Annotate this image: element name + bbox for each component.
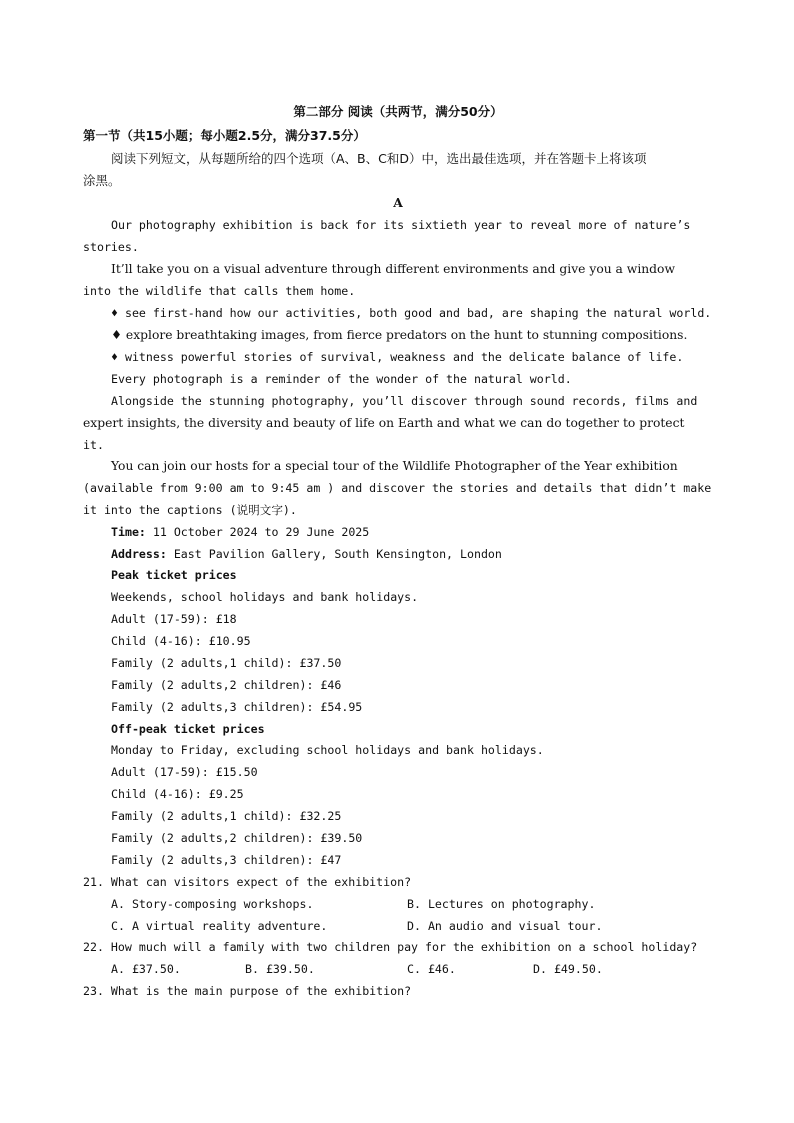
question-22-option-a: A. £37.50.	[111, 962, 181, 976]
offpeak-price-row: Family (2 adults,1 child): £32.25	[111, 809, 342, 823]
question-21-option-a: A. Story-composing workshops.	[111, 897, 314, 911]
instructions-line-1: 阅读下列短文，从每题所给的四个选项（A、B、C和D）中，选出最佳选项，并在答题卡上将该项	[111, 151, 647, 166]
paragraph-4-line-2: expert insights, the diversity and beauty of life on Earth and what we can do together to protect	[83, 416, 685, 430]
time-row	[111, 524, 369, 540]
bullet-item-2: ♦ explore breathtaking images, from fierce predators on the hunt to stunning compositions.	[111, 328, 688, 342]
peak-price-row: Family (2 adults,1 child): £37.50	[111, 656, 342, 670]
question-22-option-b: B. £39.50.	[245, 962, 315, 976]
address-row	[111, 546, 502, 562]
question-21-option-d: D. An audio and visual tour.	[407, 919, 603, 933]
passage-label: A	[393, 195, 403, 210]
peak-note: Weekends, school holidays and bank holidays.	[111, 590, 419, 604]
address-label: Address:	[111, 547, 167, 561]
section-title: 第二部分 阅读（共两节，满分50分）	[293, 104, 503, 119]
time-label: Time:	[111, 525, 146, 539]
paragraph-5-line-3: it into the captions (说明文字).	[83, 503, 297, 517]
address-value: East Pavilion Gallery, South Kensington, London	[166, 547, 502, 561]
paragraph-1-line-1: Our photography exhibition is back for its sixtieth year to reveal more of nature’s	[111, 218, 691, 232]
paragraph-2-line-1: It’ll take you on a visual adventure through different environments and give you a window	[111, 262, 675, 276]
question-23-stem: 23. What is the main purpose of the exhibition?	[83, 984, 412, 998]
paragraph-1-line-2: stories.	[83, 240, 139, 254]
paragraph-4-line-1: Alongside the stunning photography, you’ll discover through sound records, films and	[111, 394, 698, 408]
peak-price-row: Adult (17-59): £18	[111, 612, 237, 626]
offpeak-price-row: Family (2 adults,3 children): £47	[111, 853, 342, 867]
time-value: 11 October 2024 to 29 June 2025	[145, 525, 370, 539]
offpeak-note: Monday to Friday, excluding school holidays and bank holidays.	[111, 743, 544, 757]
peak-price-row: Family (2 adults,3 children): £54.95	[111, 700, 363, 714]
instructions-line-2: 涂黑。	[83, 173, 121, 188]
offpeak-price-row: Child (4-16): £9.25	[111, 787, 244, 801]
bullet-item-1: ♦ see first-hand how our activities, both good and bad, are shaping the natural world.	[111, 306, 712, 320]
paragraph-2-line-2: into the wildlife that calls them home.	[83, 284, 356, 298]
paragraph-5-line-2: (available from 9:00 am to 9:45 am ) and discover the stories and details that didn’t make	[83, 481, 712, 495]
subsection-title: 第一节（共15小题；每小题2.5分，满分37.5分）	[83, 128, 366, 143]
question-22-stem: 22. How much will a family with two children pay for the exhibition on a school holiday?	[83, 940, 698, 954]
bullet-item-3: ♦ witness powerful stories of survival, weakness and the delicate balance of life.	[111, 350, 684, 364]
peak-price-row: Family (2 adults,2 children): £46	[111, 678, 342, 692]
question-22-option-d: D. £49.50.	[533, 962, 603, 976]
paragraph-4-line-3: it.	[83, 438, 104, 452]
offpeak-price-row: Adult (17-59): £15.50	[111, 765, 258, 779]
question-21-option-b: B. Lectures on photography.	[407, 897, 596, 911]
offpeak-price-row: Family (2 adults,2 children): £39.50	[111, 831, 363, 845]
peak-price-row: Child (4-16): £10.95	[111, 634, 251, 648]
peak-title: Peak ticket prices	[111, 568, 237, 582]
question-21-option-c: C. A virtual reality adventure.	[111, 919, 328, 933]
paragraph-5-line-1: You can join our hosts for a special tour of the Wildlife Photographer of the Year exhibition	[111, 459, 678, 473]
question-22-option-c: C. £46.	[407, 962, 456, 976]
paragraph-3: Every photograph is a reminder of the wonder of the natural world.	[111, 372, 572, 386]
question-21-stem: 21. What can visitors expect of the exhibition?	[83, 875, 412, 889]
offpeak-title: Off-peak ticket prices	[111, 722, 265, 736]
